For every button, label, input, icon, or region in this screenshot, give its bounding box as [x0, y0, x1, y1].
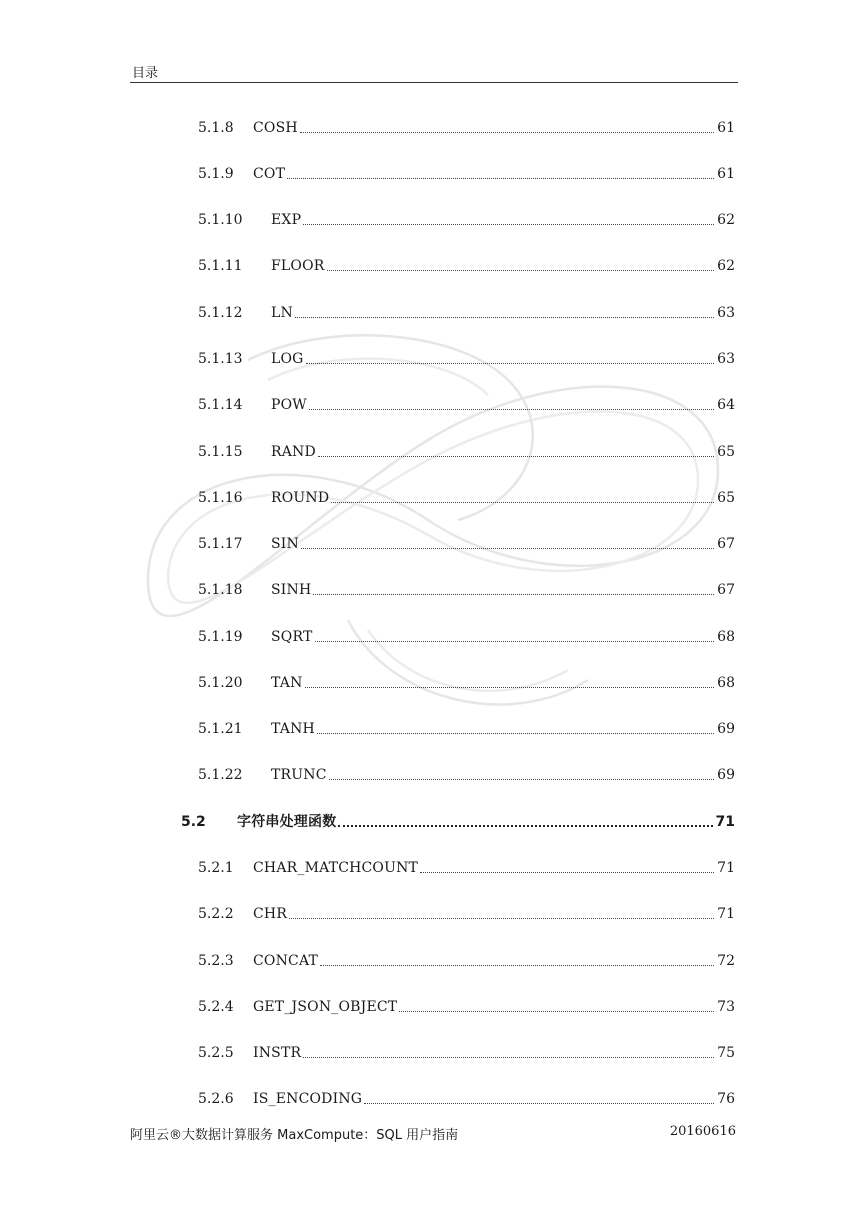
toc-entry-page: 63: [717, 305, 735, 321]
toc-section-entry[interactable]: [0, 811, 868, 833]
toc-entry[interactable]: [0, 117, 868, 139]
toc-leader-dots: [287, 178, 714, 179]
toc-entry-page: 71: [717, 906, 735, 922]
toc-leader-dots: [364, 1103, 714, 1104]
toc-entry[interactable]: [0, 764, 868, 786]
toc-leader-dots: [300, 132, 714, 133]
toc-entry-number: 5.2.6: [198, 1091, 234, 1107]
page-header: [130, 60, 738, 83]
toc-entry[interactable]: [0, 394, 868, 416]
toc-entry-page: 69: [717, 721, 735, 737]
toc-entry-title: SQRT: [271, 629, 313, 645]
toc-leader-dots: [399, 1011, 714, 1012]
toc-leader-dots: [327, 270, 715, 271]
toc-entry-title: INSTR: [253, 1045, 302, 1061]
toc-entry-number: 5.1.21: [198, 721, 243, 737]
toc-entry-title: SIN: [271, 536, 299, 552]
toc-entry-number: 5.1.10: [198, 212, 243, 228]
toc-entry[interactable]: [0, 903, 868, 925]
toc-leader-dots: [317, 733, 714, 734]
toc-leader-dots: [320, 965, 714, 966]
toc-entry-title: EXP: [271, 212, 302, 228]
toc-entry[interactable]: [0, 209, 868, 231]
toc-entry-page: 72: [717, 953, 735, 969]
toc-entry-title: TAN: [271, 675, 303, 691]
toc-entry-number: 5.1.16: [198, 490, 243, 506]
toc-entry-page: 67: [717, 536, 735, 552]
toc-entry-number: 5.2.1: [198, 860, 234, 876]
toc-entry[interactable]: [0, 163, 868, 185]
toc-entry-title: LOG: [271, 351, 304, 367]
toc-entry-number: 5.1.15: [198, 444, 243, 460]
toc-entry[interactable]: [0, 533, 868, 555]
toc-leader-dots: [420, 872, 714, 873]
toc-entry-page: 65: [717, 490, 735, 506]
toc-entry-number: 5.1.14: [198, 397, 243, 413]
toc-entry-page: 61: [717, 166, 735, 182]
toc-entry[interactable]: [0, 718, 868, 740]
toc-entry-title: CONCAT: [253, 953, 319, 969]
toc-entry-page: 61: [717, 120, 735, 136]
toc-entry-title: CHR: [253, 906, 288, 922]
toc-entry-page: 68: [717, 675, 735, 691]
toc-entry[interactable]: [0, 579, 868, 601]
toc-entry-page: 71: [717, 860, 735, 876]
toc-leader-dots: [338, 825, 712, 827]
toc-entry-page: 62: [717, 258, 735, 274]
toc-entry-page: 68: [717, 629, 735, 645]
toc-entry-number: 5.2.2: [198, 906, 234, 922]
toc-entry-number: 5.1.18: [198, 582, 243, 598]
toc-entry-number: 5.1.9: [198, 166, 234, 182]
toc-entry-title: RAND: [271, 444, 316, 460]
toc-entry-title: TRUNC: [271, 767, 327, 783]
toc-entry[interactable]: [0, 672, 868, 694]
toc-entry-number: 5.1.13: [198, 351, 243, 367]
toc-leader-dots: [305, 687, 715, 688]
toc-entry-number: 5.2.3: [198, 953, 234, 969]
toc-entry[interactable]: [0, 302, 868, 324]
header-title: 目录: [132, 66, 159, 81]
footer-date: 20160616: [669, 1124, 736, 1139]
toc-entry-title: POW: [271, 397, 307, 413]
toc-entry-number: 5.2: [181, 814, 206, 830]
toc-leader-dots: [301, 548, 714, 549]
toc-entry-number: 5.2.5: [198, 1045, 234, 1061]
footer-document-title: 阿里云®大数据计算服务 MaxCompute：SQL 用户指南: [130, 1128, 459, 1143]
toc-entry-page: 75: [717, 1045, 735, 1061]
toc-entry[interactable]: [0, 996, 868, 1018]
toc-entry-page: 65: [717, 444, 735, 460]
toc-entry-number: 5.1.11: [198, 258, 243, 274]
toc-entry-title: TANH: [271, 721, 315, 737]
toc-entry-title: COT: [253, 166, 286, 182]
toc-leader-dots: [306, 363, 715, 364]
toc-entry-page: 63: [717, 351, 735, 367]
toc-entry[interactable]: [0, 255, 868, 277]
toc-entry-number: 5.1.19: [198, 629, 243, 645]
toc-entry-page: 73: [717, 999, 735, 1015]
toc-leader-dots: [309, 409, 714, 410]
toc-entry-title: IS_ENCODING: [253, 1091, 363, 1107]
toc-entry-page: 62: [717, 212, 735, 228]
toc-entry-page: 67: [717, 582, 735, 598]
toc-entry-number: 5.1.22: [198, 767, 243, 783]
toc-entry[interactable]: [0, 857, 868, 879]
toc-entry-number: 5.2.4: [198, 999, 234, 1015]
toc-leader-dots: [295, 317, 714, 318]
toc-leader-dots: [313, 594, 714, 595]
toc-entry[interactable]: [0, 950, 868, 972]
toc-entry-page: 76: [717, 1091, 735, 1107]
toc-entry[interactable]: [0, 487, 868, 509]
toc-entry-number: 5.1.12: [198, 305, 243, 321]
toc-entry-title: SINH: [271, 582, 312, 598]
toc-leader-dots: [289, 918, 714, 919]
toc-entry-number: 5.1.8: [198, 120, 234, 136]
toc-entry-page: 64: [717, 397, 735, 413]
toc-entry[interactable]: [0, 1042, 868, 1064]
toc-entry-title: ROUND: [271, 490, 330, 506]
toc-entry-number: 5.1.20: [198, 675, 243, 691]
toc-leader-dots: [303, 1057, 714, 1058]
toc-entry[interactable]: [0, 626, 868, 648]
toc-leader-dots: [315, 641, 715, 642]
toc-leader-dots: [318, 456, 714, 457]
toc-entry-title: 字符串处理函数: [237, 814, 337, 830]
toc-entry[interactable]: [0, 348, 868, 370]
toc-entry[interactable]: [0, 441, 868, 463]
toc-entry-title: GET_JSON_OBJECT: [253, 999, 398, 1015]
page-footer: [130, 1124, 736, 1144]
toc-leader-dots: [331, 502, 714, 503]
toc-entry-title: COSH: [253, 120, 298, 136]
toc-leader-dots: [303, 224, 714, 225]
toc-entry-title: CHAR_MATCHCOUNT: [253, 860, 419, 876]
toc-entry-title: FLOOR: [271, 258, 325, 274]
toc-entry-page: 71: [715, 814, 735, 830]
toc-entry-page: 69: [717, 767, 735, 783]
toc-leader-dots: [329, 779, 715, 780]
toc-entry-number: 5.1.17: [198, 536, 243, 552]
toc-entry-title: LN: [271, 305, 293, 321]
toc-entry[interactable]: [0, 1088, 868, 1110]
